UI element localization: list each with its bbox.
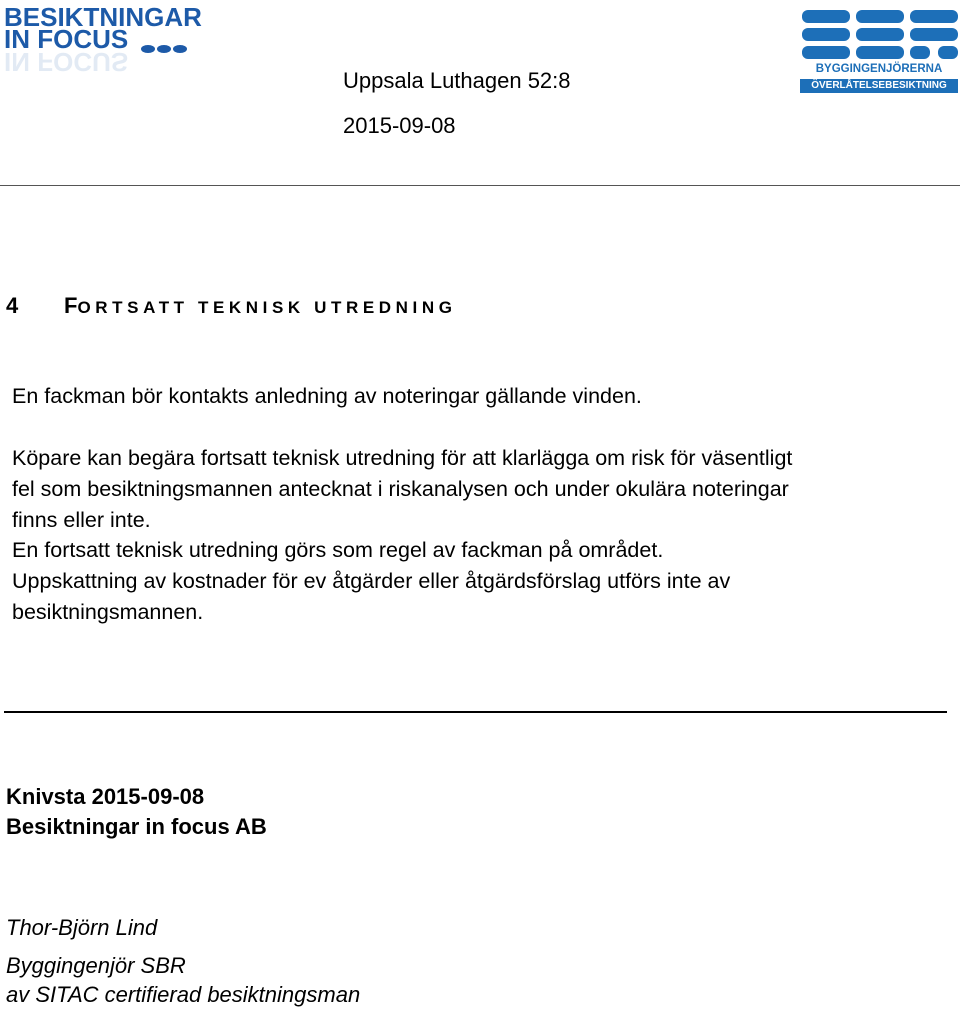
signature-certification: av SITAC certifierad besiktningsman xyxy=(6,982,361,1007)
section-title-initial: F xyxy=(64,293,78,318)
sbr-letters-icon xyxy=(802,10,958,60)
report-date: 2015-09-08 xyxy=(343,113,456,138)
signature-place-date: Knivsta 2015-09-08 xyxy=(6,784,205,809)
section-number: 4 xyxy=(6,293,19,318)
sbr-name: BYGGINGENJÖRERNA xyxy=(815,63,943,75)
paragraph-line: finns eller inte. xyxy=(12,508,151,532)
logo-dots-icon xyxy=(141,40,189,58)
section-title-rest: ORTSATT TEKNISK UTREDNING xyxy=(77,298,457,317)
sbr-subtitle: ÖVERLÅTELSEBESIKTNING xyxy=(800,79,958,93)
header-divider xyxy=(0,185,960,186)
besiktningar-in-focus-logo xyxy=(4,4,204,84)
paragraph-line: Uppskattning av kostnader för ev åtgärder eller åtgärdsförslag utförs inte av xyxy=(12,569,731,593)
signature-divider xyxy=(4,711,947,713)
sbr-logo xyxy=(800,10,958,94)
paragraph-line: besiktningsmannen. xyxy=(12,600,204,624)
signature-role: Byggingenjör SBR xyxy=(6,953,186,978)
logo-reflection: IN FOCUS xyxy=(4,47,129,77)
property-title: Uppsala Luthagen 52:8 xyxy=(343,68,571,93)
paragraph-line: Köpare kan begära fortsatt teknisk utredning för att klarlägga om risk för väsentligt xyxy=(12,446,793,470)
paragraph-line: En fackman bör kontakts anledning av noteringar gällande vinden. xyxy=(12,384,642,408)
paragraph-2 xyxy=(12,443,792,536)
logo-line1: BESIKTNINGAR xyxy=(4,2,202,32)
logo-line2: IN FOCUS xyxy=(4,24,129,54)
section-title xyxy=(64,293,457,319)
paragraph-3 xyxy=(12,535,730,628)
paragraph-line: En fortsatt teknisk utredning görs som regel av fackman på området. xyxy=(12,538,664,562)
paragraph-1 xyxy=(12,381,642,412)
signature-name: Thor-Björn Lind xyxy=(6,915,158,940)
paragraph-line: fel som besiktningsmannen antecknat i riskanalysen och under okulära noteringar xyxy=(12,477,789,501)
signature-company: Besiktningar in focus AB xyxy=(6,814,267,839)
